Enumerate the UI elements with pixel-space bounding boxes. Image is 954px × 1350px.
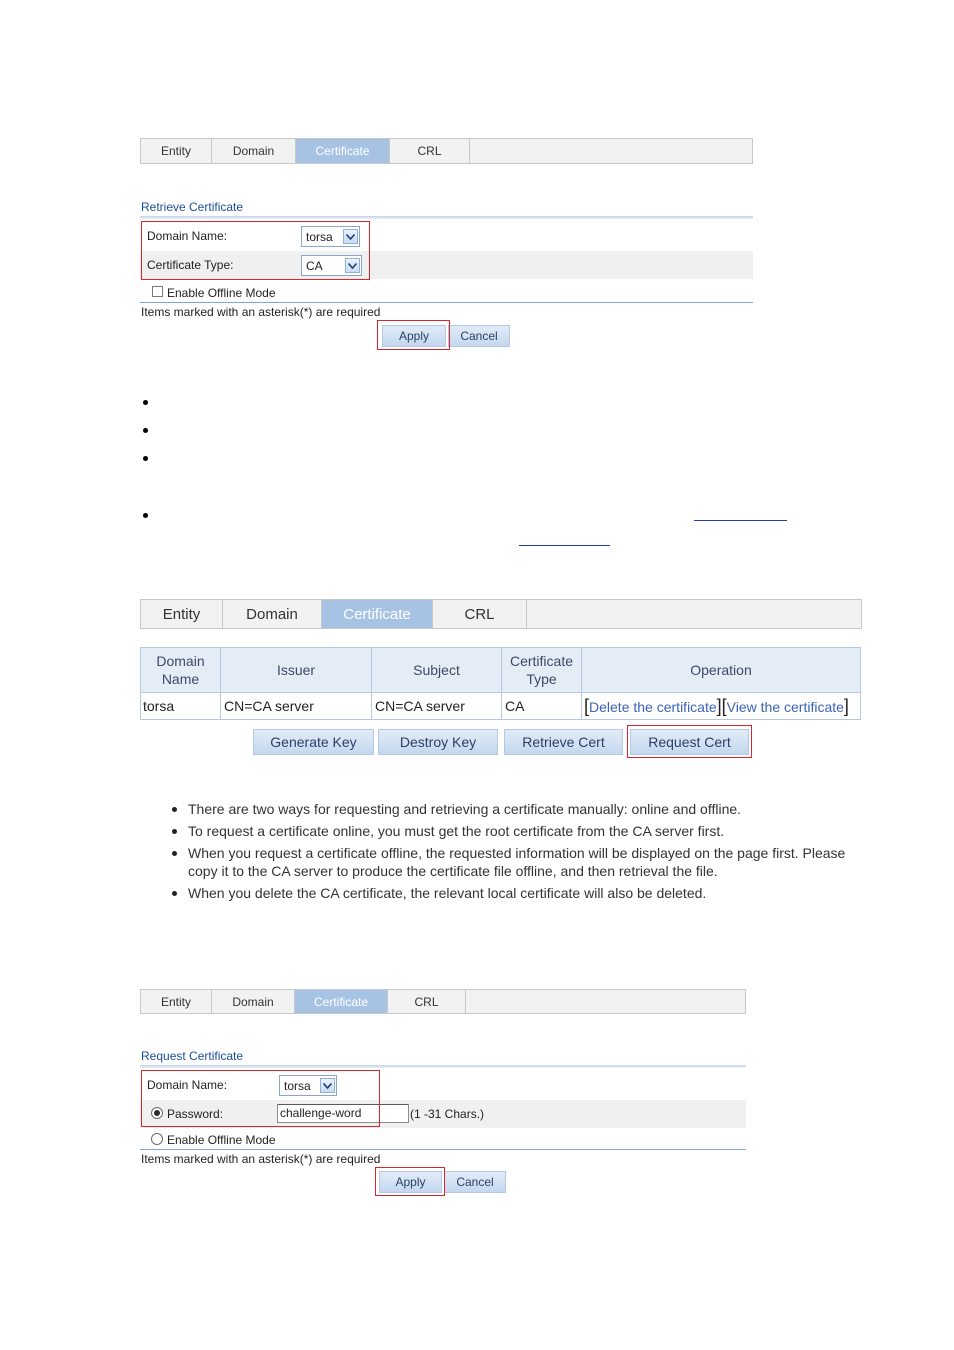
password-input[interactable]: challenge-word [277, 1104, 409, 1123]
certificate-type-value: CA [306, 258, 323, 273]
highlight-box [375, 1167, 445, 1196]
notes-list [170, 798, 850, 904]
domain-name-value: torsa [284, 1078, 311, 1093]
required-note: Items marked with an asterisk(*) are required [141, 1152, 381, 1166]
bullet-marker [143, 456, 148, 461]
domain-name-label: Domain Name: [147, 1078, 228, 1092]
password-hint: (1 -31 Chars.) [410, 1107, 485, 1121]
tab-certificate[interactable]: Certificate [296, 139, 390, 163]
view-certificate-link[interactable]: View the certificate [726, 698, 844, 715]
fig2-tab-bar [140, 599, 862, 629]
list-item: To request a certificate online, you must get the root certificate from the CA server first. [170, 820, 850, 842]
request-cert-button[interactable]: Request Cert [630, 729, 749, 755]
fig1-tab-bar [140, 138, 753, 164]
tab-crl[interactable]: CRL [433, 600, 527, 628]
retrieve-certificate-title: Retrieve Certificate [141, 200, 244, 214]
domain-name-value: torsa [306, 229, 333, 244]
destroy-key-button[interactable]: Destroy Key [378, 729, 498, 755]
list-item: When you request a certificate offline, the requested information will be displayed on the page first. Please copy it to the CA server to produce the certificate file offline, and then retrieval the file. [170, 842, 850, 882]
cell-domain-name: torsa [141, 693, 221, 720]
link-underline [519, 545, 610, 546]
certificate-table [140, 647, 861, 720]
fig3-tab-bar [140, 989, 746, 1014]
cancel-button[interactable]: Cancel [444, 1171, 506, 1193]
generate-key-button[interactable]: Generate Key [253, 729, 374, 755]
apply-button[interactable]: Apply [382, 325, 446, 347]
header-certificate-type: Certificate Type [502, 648, 582, 693]
header-subject: Subject [372, 648, 502, 693]
tab-crl[interactable]: CRL [390, 139, 470, 163]
cell-subject: CN=CA server [372, 693, 502, 720]
password-label: Password: [167, 1107, 224, 1121]
bullet-marker [143, 428, 148, 433]
tab-certificate[interactable]: Certificate [322, 600, 433, 628]
highlight-box [141, 1070, 380, 1127]
certificate-type-label: Certificate Type: [147, 258, 234, 272]
tab-domain[interactable]: Domain [212, 139, 296, 163]
apply-button[interactable]: Apply [379, 1171, 442, 1193]
delete-certificate-link[interactable]: Delete the certificate [589, 698, 717, 715]
highlight-box [141, 221, 370, 280]
tab-domain[interactable]: Domain [212, 990, 295, 1013]
required-note: Items marked with an asterisk(*) are required [141, 305, 381, 319]
request-certificate-title: Request Certificate [141, 1049, 244, 1063]
domain-name-label: Domain Name: [147, 229, 228, 243]
cell-certificate-type: CA [502, 693, 582, 720]
offline-mode-label: Enable Offline Mode [167, 1133, 276, 1147]
tab-entity[interactable]: Entity [141, 139, 212, 163]
highlight-box [627, 725, 752, 758]
header-issuer: Issuer [221, 648, 372, 693]
tab-certificate[interactable]: Certificate [295, 990, 388, 1013]
tab-entity[interactable]: Entity [141, 990, 212, 1013]
highlight-box [377, 320, 450, 350]
link-underline [694, 520, 787, 521]
offline-mode-radio[interactable] [151, 1133, 163, 1145]
cancel-button[interactable]: Cancel [448, 325, 510, 347]
cell-operation: [Delete the certificate][View the certificate] [582, 693, 861, 720]
header-operation: Operation [582, 648, 861, 693]
section-rule [140, 216, 753, 219]
list-item: When you delete the CA certificate, the relevant local certificate will also be deleted. [170, 882, 850, 904]
section-rule [140, 1065, 746, 1068]
offline-mode-label: Enable Offline Mode [167, 286, 276, 300]
bullet-marker [143, 400, 148, 405]
cell-issuer: CN=CA server [221, 693, 372, 720]
divider [140, 1149, 746, 1150]
divider [140, 302, 753, 303]
offline-mode-checkbox[interactable] [152, 286, 163, 297]
list-item: There are two ways for requesting and retrieving a certificate manually: online and offline. [170, 798, 850, 820]
retrieve-cert-button[interactable]: Retrieve Cert [504, 729, 623, 755]
tab-domain[interactable]: Domain [223, 600, 322, 628]
bullet-marker [143, 513, 148, 518]
table-row [141, 693, 861, 720]
header-domain-name: Domain Name [141, 648, 221, 693]
tab-crl[interactable]: CRL [388, 990, 466, 1013]
tab-entity[interactable]: Entity [141, 600, 223, 628]
